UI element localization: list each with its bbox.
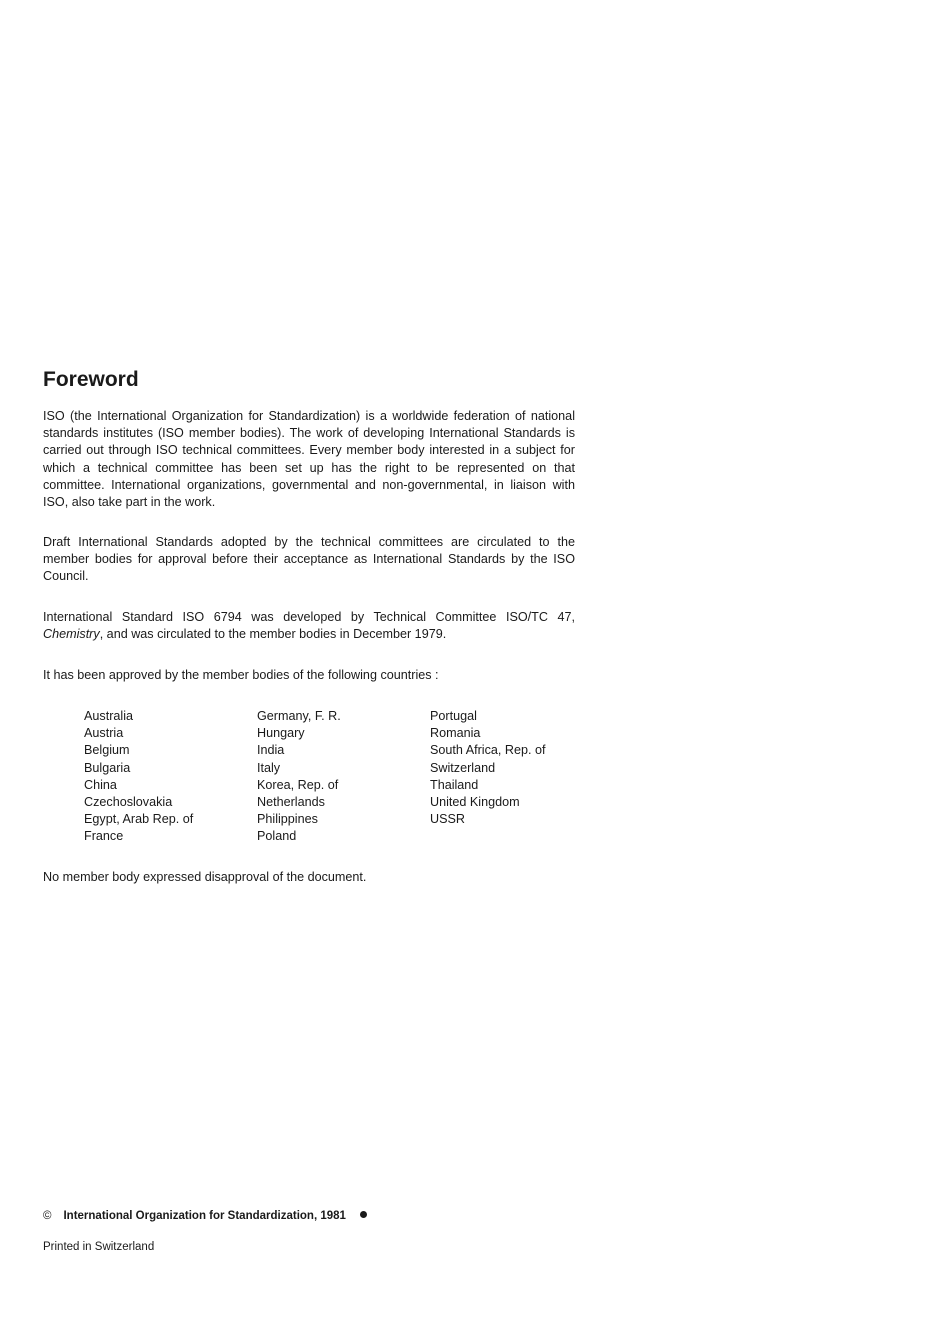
- country-item: Philippines: [257, 812, 318, 827]
- paragraph-approval-intro: It has been approved by the member bodies of the following countries :: [43, 668, 439, 682]
- committee-name: Chemistry: [43, 627, 100, 642]
- page-title: Foreword: [43, 368, 139, 391]
- country-item: China: [84, 777, 117, 792]
- country-list: [84, 708, 604, 848]
- country-item: Korea, Rep. of: [257, 777, 339, 792]
- paragraph-no-disapproval: No member body expressed disapproval of the document.: [43, 870, 367, 884]
- paragraph-draft-standards: Draft International Standards adopted by the technical committees are circulated to the member bodies for approval before their acceptance as International Standards by the ISO Council.: [43, 535, 575, 584]
- country-item: India: [257, 743, 285, 758]
- country-item: USSR: [430, 812, 465, 827]
- country-column-2: [257, 708, 341, 846]
- country-column-1: [84, 708, 193, 846]
- country-item: Italy: [257, 760, 281, 775]
- copyright-line: [43, 1208, 367, 1224]
- country-item: Bulgaria: [84, 760, 131, 775]
- country-item: Belgium: [84, 743, 130, 758]
- country-item: Hungary: [257, 726, 305, 741]
- copyright-icon: ©: [43, 1210, 52, 1222]
- country-item: Romania: [430, 726, 481, 741]
- paragraph-standard-development-part2: , and was circulated to the member bodies in December 1979.: [99, 627, 447, 642]
- country-item: Thailand: [430, 777, 479, 792]
- country-item: United Kingdom: [430, 795, 520, 810]
- copyright-text: International Organization for Standardization, 1981: [63, 1210, 346, 1222]
- country-item: Germany, F. R.: [257, 709, 341, 723]
- country-item: South Africa, Rep. of: [430, 743, 546, 758]
- country-item: Czechoslovakia: [84, 795, 173, 810]
- paragraph-iso-description: ISO (the International Organization for Standardization) is a worldwide federation of national standards institutes (ISO member bodies). The work of developing International Standards is carried out through ISO technical committees. Every member body interested in a subject for which a technical committee has been set up has the right to be represented on that committee. International organizations, governmental and non-governmental, in liaison with ISO, also take part in the work.: [43, 409, 575, 510]
- country-item: France: [84, 829, 124, 844]
- country-item: Egypt, Arab Rep. of: [84, 812, 194, 827]
- paragraph-standard-development: [43, 609, 575, 643]
- country-item: Australia: [84, 709, 133, 723]
- country-item: Switzerland: [430, 760, 496, 775]
- country-item: Poland: [257, 829, 297, 844]
- bullet-icon: [360, 1211, 367, 1218]
- paragraph-standard-development-part1: International Standard ISO 6794 was developed by Technical Committee ISO/TC 47,: [43, 610, 575, 624]
- country-item: Netherlands: [257, 795, 325, 810]
- country-item: Austria: [84, 726, 124, 741]
- country-item: Portugal: [430, 709, 477, 723]
- printed-in: Printed in Switzerland: [43, 1241, 155, 1253]
- country-column-3: [430, 708, 546, 828]
